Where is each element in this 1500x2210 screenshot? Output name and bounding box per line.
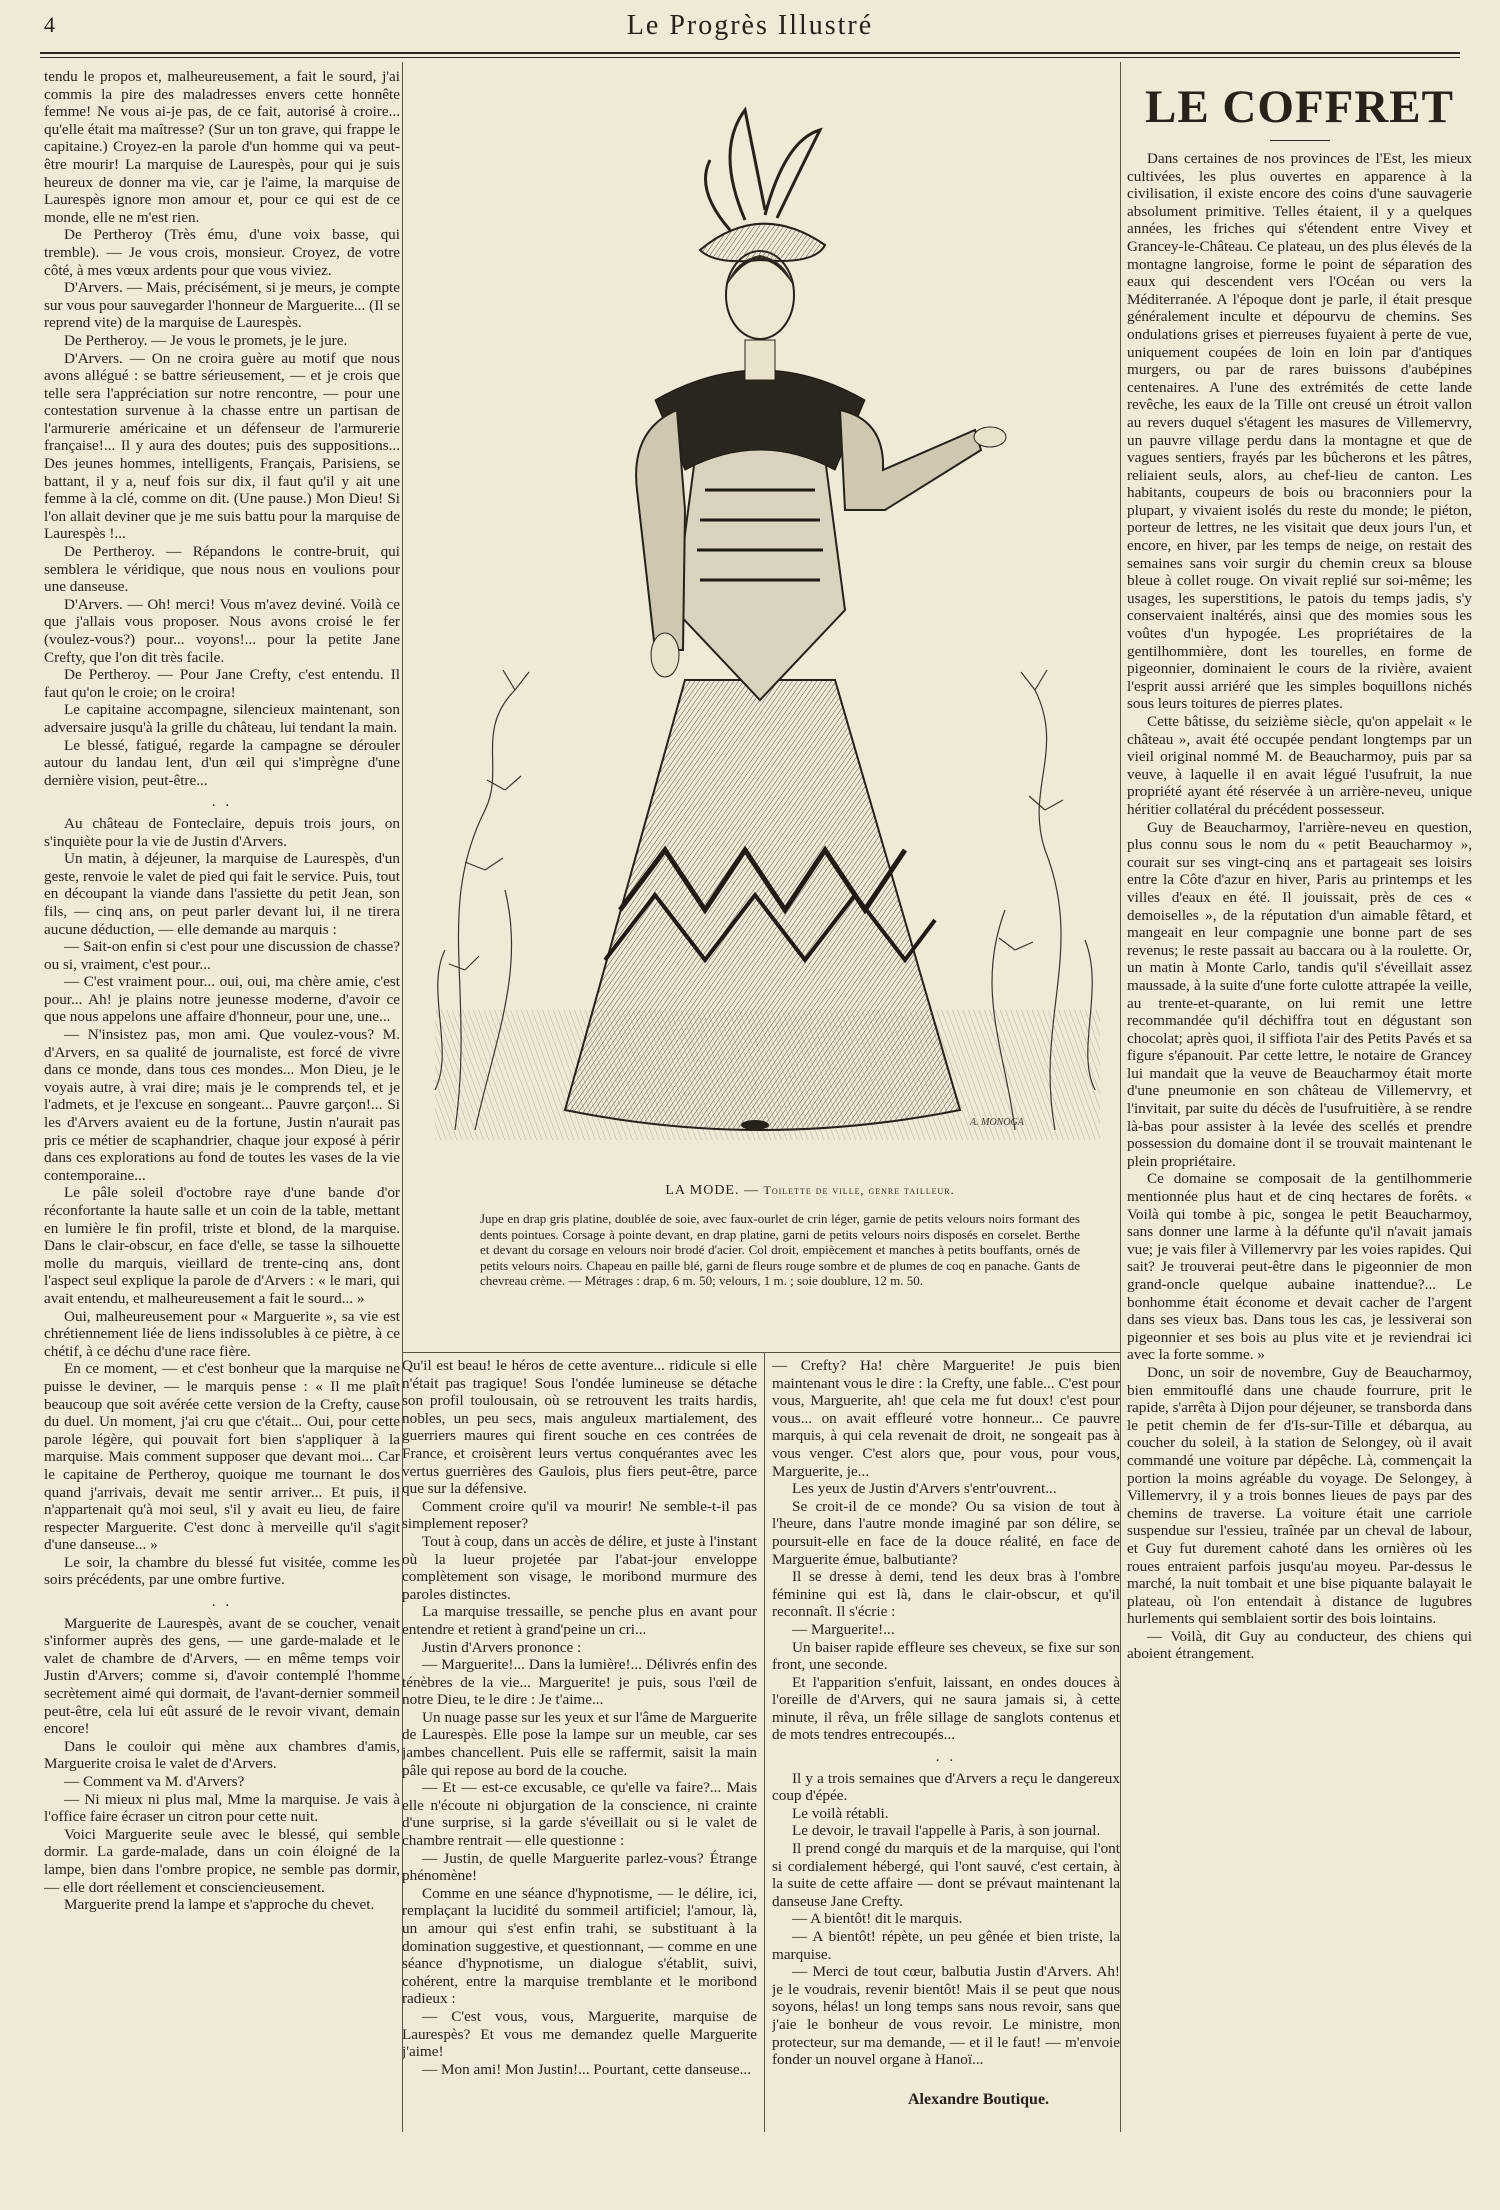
paragraph: — A bientôt! dit le marquis. <box>792 1910 963 1928</box>
hat-plumes <box>706 110 821 230</box>
paragraph: tendu le propos et, malheureusement, a fait le sourd, j'ai commis la pire des maladresses envers cette honnête femme! Ne vous ai-je pas, de ce fait, autorisé à croire... qu'elle était ma maîtresse? (Sur un ton grave, qui frappe le capitaine.) Croyez-en la parole d'un homme qui va peut-être mourir! La marquise de Laurespès, pour qui je suis heureux de donner ma vie, car je l'aime, la marquise de Laurespès ignore mon amour et, pour ce qui est de ce monde, elle ne m'est rien. <box>44 68 400 226</box>
left-hand <box>651 633 679 677</box>
paragraph: Et l'apparition s'enfuit, laissant, en ondes douces à l'oreille de d'Arvers, qui ne saura jamais si, à cette minute, il rêva, un frêle sillage de sanglots contenus et de mots tendres entrecoupés... <box>772 1673 1120 1744</box>
caption-subtitle: Toilette de ville, genre tailleur. <box>763 1183 955 1197</box>
paragraph: La marquise tressaille, se penche plus en avant pour entendre et retient à grand'peine un cri... <box>402 1603 757 1638</box>
paragraph: — Comment va M. d'Arvers? <box>64 1773 245 1790</box>
right-sleeve <box>840 410 981 510</box>
middle-column-1 <box>402 1357 757 2132</box>
paragraph: — C'est vraiment pour... oui, oui, ma chère amie, c'est pour... Ah! je plains notre jeunesse moderne, d'avoir ce que nous appelons une affaire d'honneur, pour une, une... <box>44 973 400 1026</box>
left-sleeve <box>636 410 685 650</box>
right-column <box>1127 150 1472 2210</box>
paragraph: De Pertheroy. — Je vous le promets, je le jure. <box>64 331 348 349</box>
paragraph: Qu'il est beau! le héros de cette aventure... ridicule si elle n'était pas tragique! Sous l'ondée lumineuse se détache son profil toulousain, où se retrouvent les traits hardis, nobles, un peu secs, mais anguleux martialement, des guerriers maures qui firent souche en ces contrées de France, et croisèrent leurs vertus conquérantes avec les vertus guerrières des Gaulois, plus fiers peut-être, parce que sur la défensive. <box>402 1357 757 1498</box>
paragraph: Justin d'Arvers prononce : <box>422 1638 582 1656</box>
paragraph: Les yeux de Justin d'Arvers s'entr'ouvrent... <box>792 1480 1057 1498</box>
paragraph: De Pertheroy. — Répandons le contre-bruit, qui semblera le véridique, que nous nous en voulions pour une danseuse. <box>44 543 400 596</box>
paragraph: Cette bâtisse, du seizième siècle, qu'on appelait « le château », avait été occupée pendant longtemps par un vieil original nommé M. de Beaucharmoy, puis par sa veuve, à laquelle il en avait légué l'usufruit, la nue propriété ayant été réservée à un arrière-neveu, unique héritier collatéral du précédent possesseur. <box>1127 713 1472 818</box>
paragraph: Il se dresse à demi, tend les deux bras à l'ombre féminine qui est là, dans le clair-obscur, et qu'il reconnaît. Il s'écrie : <box>772 1568 1120 1621</box>
section-separator: . . <box>211 1593 233 1611</box>
paragraph: — Sait-on enfin si c'est pour une discussion de chasse? ou si, vraiment, c'est pour... <box>44 938 400 973</box>
paragraph: Se croit-il de ce monde? Ou sa vision de tout à l'heure, dans l'autre monde imaginé par son délire, se poursuit-elle en face de la douce réalité, en face de Marguerite émue, balbutiante? <box>772 1497 1120 1568</box>
paragraph: Il prend congé du marquis et de la marquise, qui l'ont si cordialement hébergé, qui l'ont sauvé, c'est certain, à la suite de cette affaire — dont se prévaut maintenant la danseuse Jane Crefty. <box>772 1840 1120 1910</box>
column-rule <box>402 62 403 1352</box>
paragraph: D'Arvers. — Mais, précisément, si je meurs, je compte sur vous pour sauvegarder l'honneur de Marguerite... (Il se reprend vite) de la marquise de Laurespès. <box>44 279 400 332</box>
middle-column-2 <box>772 1357 1120 2077</box>
author-signature: Alexandre Boutique. <box>908 2091 1050 2108</box>
paragraph: Un nuage passe sur les yeux et sur l'âme de Marguerite de Laurespès. Elle pose la lampe sur un meuble, car ses jambes chancellent. Puis elle se raffermit, saisit la main pâle qui repose au bord de la couche. <box>402 1708 757 1779</box>
paragraph: Donc, un soir de novembre, Guy de Beaucharmoy, bien emmitouflé dans une chaude fourrure, prit le rapide, s'arrêta à Dijon pour déjeuner, se transborda dans le petit chemin de fer d'Is-sur-Tille et débarqua, au coucher du soleil, à la station de Selongey, où il avait commandé une voiture par dépêche. Là, commençait la portion la moins agréable du voyage. De Selongey, à Villemervry, il y a trois bonnes lieues de pays par des chemins de traverse. La voiture était une carriole suspendue sur l'essieu, traînée par un cheval de labour, et Guy fut durement cahoté dans les ornières où les roues entraient parfois jusqu'au moyeu. Par-dessus le marché, la nuit tombait et une bise piquante balayait le plateau, où l'on entendait à distance de lugubres hurlements qui semblaient sortir des bois lointains. <box>1127 1363 1472 1628</box>
paragraph: Ce domaine se composait de la gentilhommerie mentionnée plus haut et de cinq hectares de forêts. « Voilà qui tombe à pic, songea le petit Beaucharmoy, sans donner une larme à la défunte qu'il n'avait jamais vue; je vais filer à Villemervry par les voies rapides. Qui sait? Je trouverai peut-être dans le pigeonnier de mon grand-oncle quelque aubaine inattendue?... Le bonhomme était économe et devait cacher de l'argent dans ses vieux bas. Dans tous les cas, je lessiverai son pigeonnier et ses bois au plus vite et je reviendrai ici avec la forte somme. » <box>1127 1170 1472 1364</box>
paragraph: Comme en une séance d'hypnotisme, — le délire, ici, remplaçant la lucidité du sommeil artificiel; l'amour, là, un amour qui s'est enfin trahi, se substituant à la domination suggestive, et questionnant, — comme en une séance d'hypnotisme, un dialogue s'établit, suivi, cohérent, entre la marquise tremblante et le moribond radieux : <box>402 1884 757 2008</box>
paragraph: Guy de Beaucharmoy, l'arrière-neveu en question, plus connu sous le nom du « petit Beaucharmoy », courait sur ses vingt-cinq ans et partageait ses loisirs entre la Côte d'azur en hiver, Paris au printemps et les villes d'eaux en été. Il jouissait, près de ces « demoiselles », de la réputation d'un aimable fêtard, et mangeait en leur compagnie une bonne part de ses revenus; le reste passait au baccara ou à la roulette. Or, un matin à Monte Carlo, tandis qu'il s'éveillait assez maussade, à la suite d'une forte culotte attrapée la veille, au trente-et-quarante, on lui remit une lettre recommandée qu'il déchiffra tout en dégustant son chocolat; après quoi, il siffiota l'air des Petits Pavés et sa figure s'épanouit. Par cette lettre, le notaire de Grancey lui mandait que la veuve de Beaucharmoy était morte d'une pneumonie en son château de Villemervry, et l'invitait, par suite du décès de l'usufruitière, à se rendre là-bas pour assister à la levée des scellés et prendre possession du domaine dont il se trouvait maintenant le plein propriétaire. <box>1127 818 1472 1170</box>
paragraph: — Marguerite!... Dans la lumière!... Délivrés enfin des ténèbres de la vie... Marguerite! je puis, sous l'œil de notre Dieu, te le dire : Je t'aime... <box>402 1656 757 1709</box>
face <box>726 251 794 339</box>
paragraph: D'Arvers. — On ne croira guère au motif que nous avons allégué : se battre sérieusement, — et je crois que telle sera l'appréciation sur notre rencontre, — pour une contestation survenue à la chasse entre un partisan de l'armurerie américaine et un défenseur de l'armurerie française!... Il y aura des doutes; puis des suppositions... Des jeunes hommes, intelligents, Français, Parisiens, se battant, il y a, neuf fois sur dix, il faut qu'il y ait une femme à la clé, comme on dit. (Une pause.) Mon Dieu! Si l'on allait deviner que je me suis battu pour la marquise de Laurespès !... <box>44 349 400 543</box>
collar <box>745 340 775 380</box>
paragraph: Le capitaine accompagne, silencieux maintenant, son adversaire jusqu'à la grille du château, lui tendant la main. <box>44 701 400 736</box>
column-rule <box>402 1352 403 2132</box>
paragraph: — Voilà, dit Guy au conducteur, des chiens qui aboient étrangement. <box>1127 1627 1472 1663</box>
paragraph: Un matin, à déjeuner, la marquise de Laurespès, d'un geste, renvoie le valet de pied qui fait le service. Puis, tout en découpant la viande dans l'assiette du petit Jean, son fils, — cinq ans, on peut parler devant lui, il ne tirera aucune déduction, — elle demande au marquis : <box>44 850 400 938</box>
paragraph: Oui, malheureusement pour « Marguerite », sa vie est chrétiennement liée de liens indissolubles à ce piètre, à ce chétif, à ce déchu d'une race fière. <box>44 1307 400 1360</box>
story-title: LE COFFRET <box>1144 81 1454 133</box>
paragraph: Marguerite de Laurespès, avant de se coucher, venait s'informer auprès des gens, — une garde-malade et le valet de chambre de d'Arvers, — en même temps voir Justin d'Arvers; comme si, d'avoir contemplé l'homme secrètement aimé qui dormait, de l'avant-dernier sommeil peut-être, cela lui eût assuré de le revoir vivant, demain encore! <box>44 1614 400 1738</box>
illustration-description: Jupe en drap gris platine, doublée de soie, avec faux-ourlet de crin léger, garnie de petits velours noirs formant des dents pointues. Corsage à pointe devant, en drap platine, garni de petits velours noirs disposés en corselet. Berthe et devant du corsage en velours noir brodé d'acier. Col droit, empiècement et manches à petits bouffants, ornés de petits velours noirs. Chapeau en paille blé, garni de fleurs rouge sombre et de plumes de coq en panache. Gants de chevreau crème. — Métrages : drap, 6 m. 50; velours, 1 m. ; soie doublure, 12 m. 50. <box>480 1211 1080 1288</box>
paragraph: De Pertheroy. — Pour Jane Crefty, c'est entendu. Il faut qu'on le croie; on le croira! <box>44 666 400 701</box>
title-rule <box>1270 140 1330 141</box>
illustration-caption <box>560 1183 1060 1199</box>
header-rule <box>40 52 1460 54</box>
paragraph: Il y a trois semaines que d'Arvers a reçu le dangereux coup d'épée. <box>772 1769 1120 1805</box>
column-rule <box>1120 62 1121 2132</box>
paragraph: — A bientôt! répète, un peu gênée et bien triste, la marquise. <box>772 1928 1120 1963</box>
paragraph: Le pâle soleil d'octobre raye d'une bande d'or réconfortante la haute salle et un coin de la table, mettant en lumière le fin profil, triste et blond, de la marquise. Dans le clair-obscur, en face d'elle, se tasse la silhouette molle du marquis, vieillard de trente-cinq ans, dont l'aspect seul explique la parole de d'Arvers : « le mari, qui avait entendu, et malheureusement a fait le sourd... » <box>44 1184 400 1307</box>
paragraph: Un baiser rapide effleure ses cheveux, se fixe sur son front, une seconde. <box>772 1638 1120 1674</box>
paragraph: Dans le couloir qui mène aux chambres d'amis, Marguerite croisa le valet de d'Arvers. <box>44 1737 400 1773</box>
paragraph: Le soir, la chambre du blessé fut visitée, comme les soirs précédents, par une ombre furtive. <box>44 1553 400 1589</box>
paragraph: — Et — est-ce excusable, ce qu'elle va faire?... Mais elle n'écoute ni objurgation de la conscience, ni crainte d'une surprise, si la garde s'éveillait ou si le valet de chambre rentrait — elle questionne : <box>402 1779 757 1850</box>
fashion-illustration <box>415 90 1120 1182</box>
paragraph: — Marguerite!... <box>792 1620 895 1638</box>
paragraph: Dans certaines de nos provinces de l'Est, les mieux cultivées, les plus ouvertes en apparence à la civilisation, il existe encore des coins d'une sauvagerie absolument primitive. Telles étaient, il y a quelques années, les friches qui s'étendent entre Vivey et Grancey-le-Château. Ce plateau, un des plus élevés de la montagne langroise, forme le point de séparation des eaux qui descendent vers l'Océan ou vers la Méditerranée. A l'époque dont je parle, il était presque généralement inculte et dépourvu de chemins. Ses ondulations grises et pierreuses fuyaient à perte de vue, uniquement coupées de loin en loin par d'antiques murgers, ou par de rares buissons d'aubépines centenaires. A l'une des extrémités de cette lande revêche, les eaux de la Tille ont creusé un étroit vallon au revers duquel s'étagent les masures de Villemervry, un pauvre village perdu dans la montagne et que de vagues sentiers, frayés par les bûcherons et les pâtres, reliaient seuls, alors, au chef-lieu de canton. Les habitants, coupeurs de bois ou braconniers pour la plupart, y vivaient isolés du reste du monde; le piéton, porteur de lettres, ne les visitait que deux jours l'un, et encore, en hiver, par les temps de neige, on restait des semaines sans voir surgir du chemin creux sa blouse bleue à collet rouge. On vivait replié sur soi-même; les usages, les superstitions, le patois du temps jadis, s'y conservaient inaltérés, ainsi que des momies sous les voûtes d'un hypogée. Les propriétaires de la gentilhommière, dont les tourelles, en forme de pigeonnier, dominaient le cours de la rivière, avaient l'esprit aussi arriéré que les simples boquillons nichés sous leurs toitures de pierres plates. <box>1127 150 1472 713</box>
paragraph: — Merci de tout cœur, balbutia Justin d'Arvers. Ah! je le voudrais, revenir bientôt! Mais il se peut que nous soyons, hélas! un long temps sans nous revoir, sans que j'aie le bonheur de vous revoir. Le ministre, mon protecteur, sur ma demande, — et il le faut! — m'envoie fonder un nouvel organe à Hanoï... <box>772 1963 1120 2069</box>
header-rule-thin <box>40 57 1460 58</box>
left-column <box>44 68 400 2134</box>
hat <box>700 224 825 262</box>
paragraph: — Mon ami! Mon Justin!... Pourtant, cette danseuse... <box>422 2060 752 2078</box>
paragraph: Le devoir, le travail l'appelle à Paris, à son journal. <box>792 1822 1101 1840</box>
section-separator: . . <box>935 1748 957 1766</box>
paragraph: — Justin, de quelle Marguerite parlez-vous? Étrange phénomène! <box>402 1849 757 1885</box>
section-separator: . . <box>211 793 233 811</box>
paragraph: — Ni mieux ni plus mal, Mme la marquise. Je vais à l'office faire écraser un citron pour cette nuit. <box>44 1790 400 1826</box>
paragraph: Voici Marguerite seule avec le blessé, qui semble dormir. La garde-malade, dans un coin éloigné de la lampe, bien dans l'ombre propice, ne semble pas dormir, — elle dort réellement et consciencieusement. <box>44 1825 400 1896</box>
paragraph: Le voilà rétabli. <box>792 1804 889 1822</box>
paragraph: Marguerite prend la lampe et s'approche du chevet. <box>64 1896 375 1914</box>
paragraph: Comment croire qu'il va mourir! Ne semble-t-il pas simplement reposer? <box>402 1497 757 1533</box>
column-rule <box>764 1352 765 2132</box>
paragraph: Le blessé, fatigué, regarde la campagne se dérouler autour du landau lent, d'un œil qui s'imprègne d'une dernière vision, peut-être... <box>44 736 400 789</box>
section-rule <box>402 1352 1120 1353</box>
paragraph: De Pertheroy (Très ému, d'une voix basse, qui tremble). — Je vous crois, monsieur. Croyez, de votre côté, à mes vœux ardents pour que vous viviez. <box>44 226 400 279</box>
page-number: 4 <box>44 12 55 37</box>
shoe <box>741 1120 769 1130</box>
paragraph: Tout à coup, dans un accès de délire, et juste à l'instant où la lueur projetée par l'abat-jour enveloppe complètement son visage, le moribond murmure des paroles distinctes. <box>402 1532 757 1603</box>
right-hand <box>974 427 1006 447</box>
paragraph: D'Arvers. — Oh! merci! Vous m'avez deviné. Voilà ce que j'allais vous proposer. Nous avons croisé le fer (voulez-vous?) pour... voyons!... pour la petite Jane Crefty, que l'on dit très facile. <box>44 595 400 666</box>
artist-signature: A. MONOGA <box>970 1117 1024 1128</box>
paragraph: En ce moment, — et c'est bonheur que la marquise ne puisse le deviner, — le marquis pense : « Il me plaît beaucoup que soit avérée cette version de la Crefty, cause du duel. Un moment, j'ai cru que c'était... Oui, pour cette parole légère, qui pouvait fort bien s'appliquer à la marquise. Mais comment supposer que devant moi... Car le capitaine de Pertheroy, quoique me tournant le dos quand j'arrivais, devait me sentir arriver... Et puis, il n'appartenait qu'à moi seul, s'il y avait eu lieu, de faire respecter Marguerite. C'est donc à merveille qu'il s'agit d'une danseuse... » <box>44 1360 400 1554</box>
paragraph: — N'insistez pas, mon ami. Que voulez-vous? M. d'Arvers, en sa qualité de journaliste, est forcé de vivre dans ce monde, dans tous ces mondes... Mon Dieu, je le voyais autre, à vrai dire; mais je le comprends tel, et je l'admets, et je l'excuse en songeant... Pauvre garçon!... Si les d'Arvers avaient eu de la fortune, Justin n'aurait pas pris ce métier de scaphandrier, chaque jour exposé à périr dans ces explorations au fond de toutes les vases de la vie contemporaine... <box>44 1026 400 1184</box>
masthead: Le Progrès Illustré <box>626 10 874 41</box>
caption-title: LA MODE. — <box>665 1183 759 1198</box>
paragraph: — Crefty? Ha! chère Marguerite! Je puis bien maintenant vous le dire : la Crefty, une fable... C'est pour vous, Marguerite, ah! que cela me fut doux! c'est pour vous... on avait effleuré votre honneur... Ce pauvre marquis, à qui cela revenait de droit, ne songeait pas à vous venger. C'est alors que, pour vous, pour vous, Marguerite, je... <box>772 1357 1120 1480</box>
paragraph: — C'est vous, vous, Marguerite, marquise de Laurespès? Et vous me demandez quelle Marguerite j'aime! <box>402 2007 757 2061</box>
paragraph: Au château de Fonteclaire, depuis trois jours, on s'inquiète pour la vie de Justin d'Arvers. <box>44 814 400 850</box>
